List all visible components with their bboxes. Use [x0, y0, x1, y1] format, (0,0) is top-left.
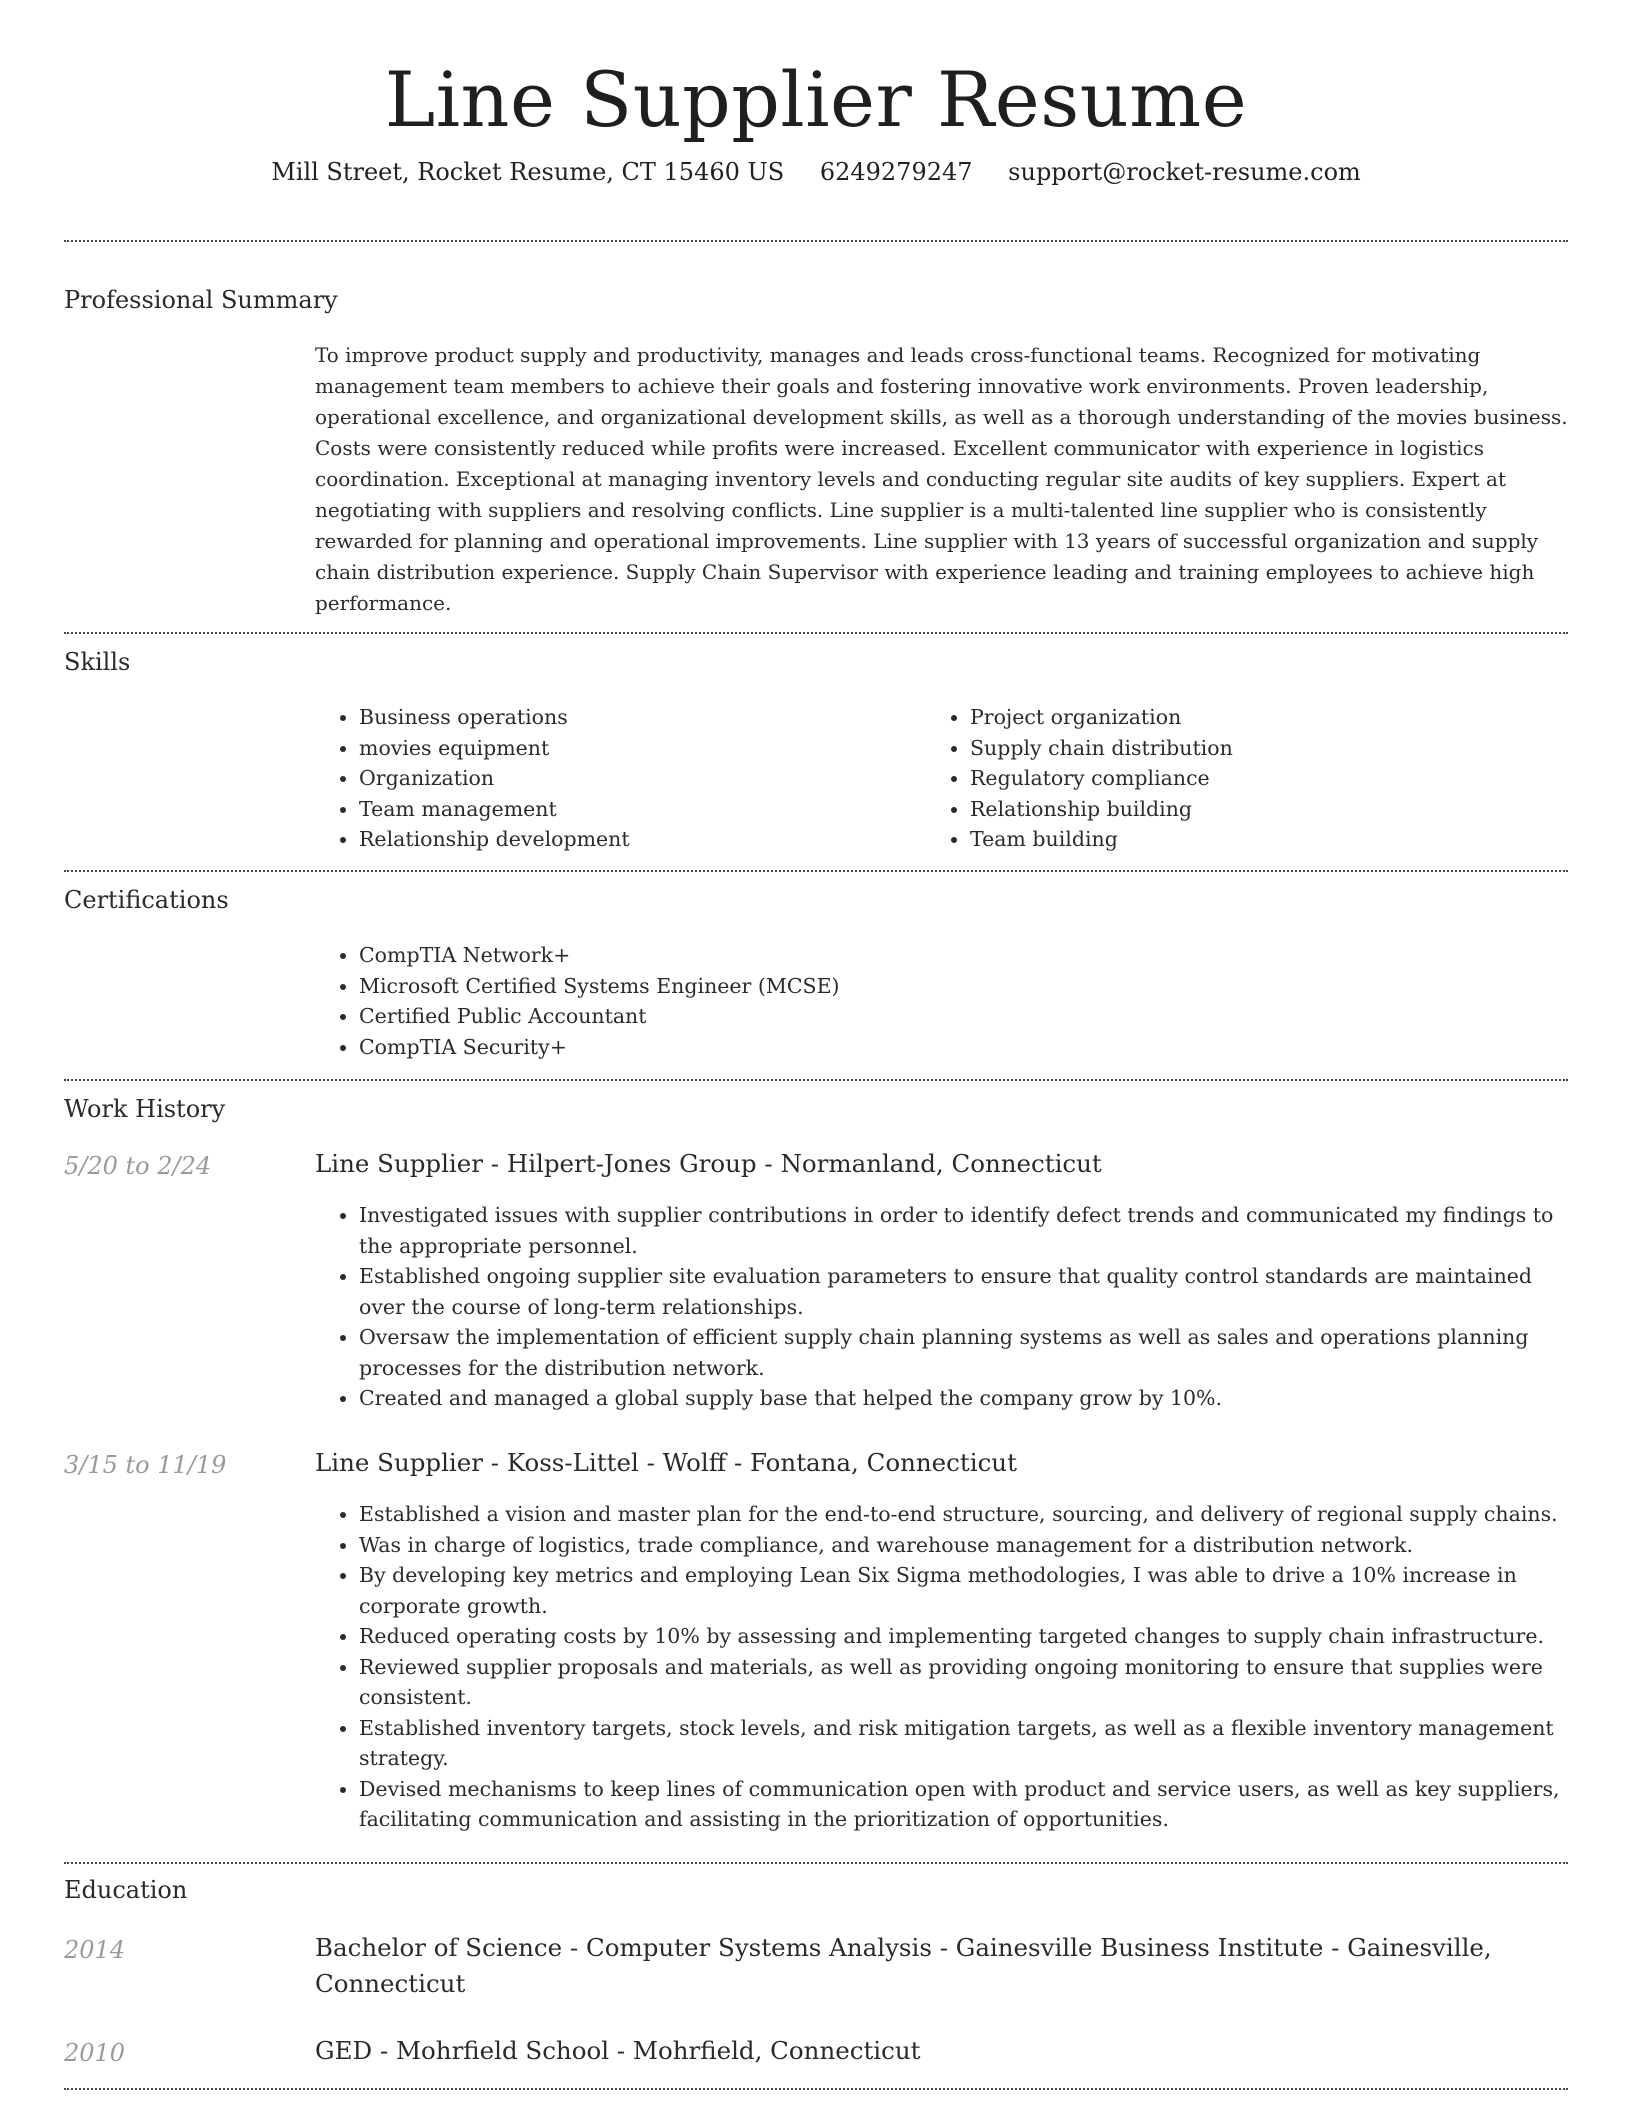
list-item: • Organization [359, 763, 919, 794]
list-item: • Supply chain distribution [970, 733, 1530, 764]
section-title-certifications: Certifications [64, 886, 229, 914]
job-dates: 5/20 to 2/24 [64, 1152, 212, 1180]
list-item: • Was in charge of logistics, trade compliance, and warehouse management for a distribution network. [359, 1530, 1568, 1561]
contact-line [0, 156, 1632, 188]
contact-address: Mill Street, Rocket Resume, CT 15460 US [271, 158, 785, 186]
list-item: • Business operations [359, 702, 919, 733]
list-item: • By developing key metrics and employing Lean Six Sigma methodologies, I was able to drive a 10% increase in corporate growth. [359, 1560, 1568, 1621]
summary-text: To improve product supply and productivity, manages and leads cross-functional teams. Recognized for motivating management team members to achieve their goals and fostering innovative work environments. Proven leadership, operational excellence, and organizational development skills, as well as a thorough understanding of the movies business. Costs were consistently reduced while profits were increased. Excellent communicator with experience in logistics coordination. Exceptional at managing inventory levels and conducting regular site audits of key suppliers. Expert at negotiating with suppliers and resolving conflicts. Line supplier is a multi-talented line supplier who is consistently rewarded for planning and operational improvements. Line supplier with 13 years of successful organization and supply chain distribution experience. Supply Chain Supervisor with experience leading and training employees to achieve high performance. [315, 343, 1568, 615]
education-heading: Bachelor of Science - Computer Systems Analysis - Gainesville Business Institute - Gainesville, Connecticut [315, 1933, 1492, 1998]
list-item: • Created and managed a global supply base that helped the company grow by 10%. [359, 1383, 1568, 1414]
section-title-education: Education [64, 1876, 188, 1904]
education-year: 2014 [64, 1936, 126, 1964]
list-item: • Team management [359, 794, 919, 825]
section-title-skills: Skills [64, 648, 131, 676]
list-item: • Certified Public Accountant [359, 1001, 1559, 1032]
certifications-list [315, 940, 1559, 1062]
job-heading: Line Supplier - Hilpert-Jones Group - Normanland, Connecticut [315, 1149, 1102, 1178]
list-item: • CompTIA Security+ [359, 1032, 1559, 1063]
resume-title: Line Supplier Resume [384, 55, 1248, 144]
section-divider [64, 2088, 1568, 2090]
section-divider [64, 240, 1568, 242]
section-title-work-history: Work History [64, 1095, 226, 1123]
list-item: • Established inventory targets, stock levels, and risk mitigation targets, as well as a flexible inventory management strategy. [359, 1713, 1568, 1774]
list-item: • Established ongoing supplier site evaluation parameters to ensure that quality control standards are maintained over the course of long-term relationships. [359, 1261, 1568, 1322]
job-bullets [315, 1499, 1568, 1835]
job-dates: 3/15 to 11/19 [64, 1451, 227, 1479]
section-divider [64, 870, 1568, 872]
section-title-summary: Professional Summary [64, 286, 338, 314]
list-item: • Regulatory compliance [970, 763, 1530, 794]
education-year: 2010 [64, 2039, 126, 2067]
list-item: • Project organization [970, 702, 1530, 733]
contact-phone: 6249279247 [819, 158, 973, 186]
list-item: • Relationship development [359, 824, 919, 855]
skills-list-right [926, 702, 1530, 855]
section-divider [64, 632, 1568, 634]
list-item: • Established a vision and master plan for the end-to-end structure, sourcing, and delivery of regional supply chains. [359, 1499, 1568, 1530]
list-item: • Investigated issues with supplier contributions in order to identify defect trends and communicated my findings to the appropriate personnel. [359, 1200, 1568, 1261]
skills-list-left [315, 702, 919, 855]
education-heading: GED - Mohrfield School - Mohrfield, Connecticut [315, 2036, 921, 2065]
list-item: • CompTIA Network+ [359, 940, 1559, 971]
section-divider [64, 1862, 1568, 1864]
list-item: • Oversaw the implementation of efficient supply chain planning systems as well as sales and operations planning processes for the distribution network. [359, 1322, 1568, 1383]
job-bullets [315, 1200, 1568, 1414]
section-divider [64, 1079, 1568, 1081]
list-item: • Team building [970, 824, 1530, 855]
list-item: • Devised mechanisms to keep lines of communication open with product and service users, as well as key suppliers, facilitating communication and assisting in the prioritization of opportunities. [359, 1774, 1568, 1835]
list-item: • Microsoft Certified Systems Engineer (MCSE) [359, 971, 1559, 1002]
contact-email: support@rocket-resume.com [1008, 158, 1361, 186]
job-heading: Line Supplier - Koss-Littel - Wolff - Fontana, Connecticut [315, 1448, 1017, 1477]
list-item: • movies equipment [359, 733, 919, 764]
list-item: • Reduced operating costs by 10% by assessing and implementing targeted changes to supply chain infrastructure. [359, 1621, 1568, 1652]
list-item: • Reviewed supplier proposals and materials, as well as providing ongoing monitoring to ensure that supplies were consistent. [359, 1652, 1568, 1713]
list-item: • Relationship building [970, 794, 1530, 825]
